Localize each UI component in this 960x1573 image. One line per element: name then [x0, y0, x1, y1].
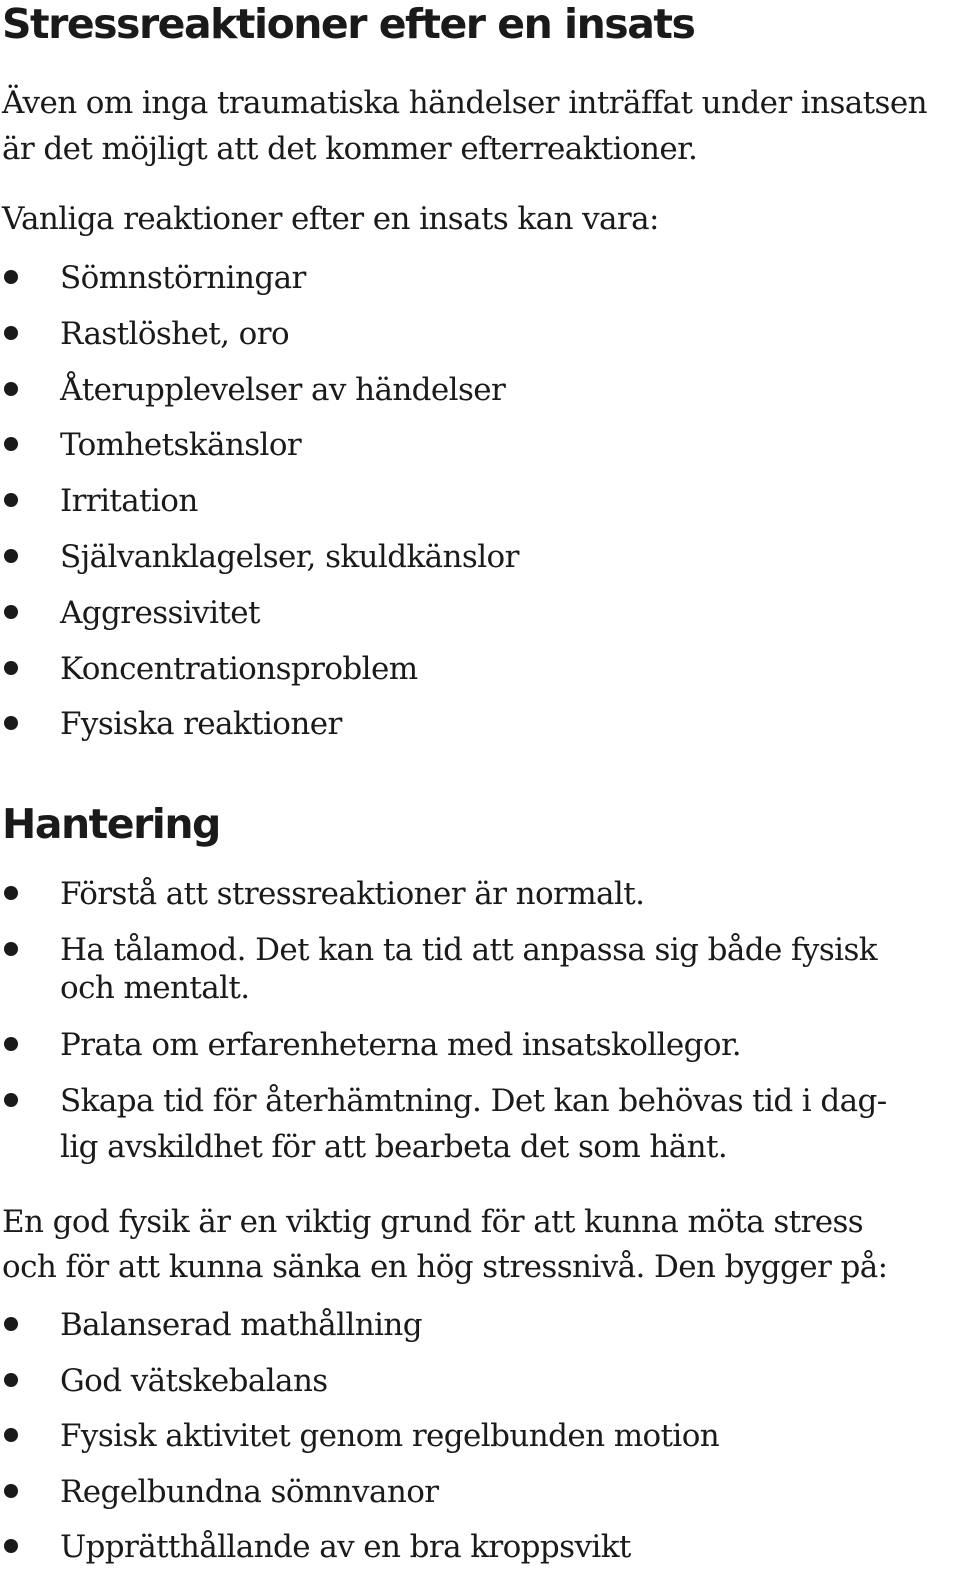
list-item-text: Sömnstörningar — [60, 260, 306, 296]
list-item-text: Irritation — [60, 483, 198, 520]
list-item-text: Prata om erfarenheterna med insatskollegor. — [60, 1027, 742, 1063]
intro-line-1: Även om inga traumatiska händelser inträffat under insatsen — [2, 85, 927, 121]
bullet-icon — [4, 1093, 18, 1107]
intro-line-2: är det möjligt att det kommer efterreaktioner. — [2, 131, 698, 167]
bullet-icon — [4, 1539, 18, 1553]
list-item-text-continued: lig avskildhet för att bearbeta det som hänt. — [60, 1129, 728, 1165]
list-item-text: God vätskebalans — [60, 1362, 328, 1399]
reactions-lead: Vanliga reaktioner efter en insats kan vara: — [2, 201, 659, 237]
bullet-icon — [4, 1373, 18, 1387]
bullet-icon — [4, 549, 18, 563]
list-item-text: Fysisk aktivitet genom regelbunden motion — [60, 1418, 720, 1454]
bullet-icon — [4, 1428, 18, 1442]
list-item-text: Tomhetskänslor — [60, 427, 302, 464]
list-item-text: Återupplevelser av händelser — [60, 371, 506, 408]
bullet-icon — [4, 493, 18, 507]
bullet-icon — [4, 1317, 18, 1331]
list-item-text: Fysiska reaktioner — [60, 706, 342, 743]
bullet-icon — [4, 886, 18, 900]
bullet-icon — [4, 942, 18, 956]
list-item-text: Skapa tid för återhämtning. Det kan behövas tid i dag- — [60, 1083, 887, 1119]
section-title-hantering: Hantering — [2, 800, 220, 848]
list-item-text: Upprätthållande av en bra kroppsvikt — [60, 1529, 631, 1565]
bullet-icon — [4, 437, 18, 451]
list-item-text-continued: och mentalt. — [60, 970, 250, 1006]
bullet-icon — [4, 605, 18, 619]
bullet-icon — [4, 326, 18, 340]
bullet-icon — [4, 270, 18, 284]
section-title-stress-reactions: Stressreaktioner efter en insats — [2, 0, 695, 48]
list-item-text: Ha tålamod. Det kan ta tid att anpassa sig både fysisk — [60, 932, 877, 968]
bullet-icon — [4, 382, 18, 396]
bullet-icon — [4, 1037, 18, 1051]
fitness-para-line-2: och för att kunna sänka en hög stressnivå. Den bygger på: — [2, 1249, 888, 1285]
bullet-icon — [4, 661, 18, 675]
list-item-text: Koncentrationsproblem — [60, 650, 418, 687]
bullet-icon — [4, 716, 18, 730]
list-item-text: Självanklagelser, skuldkänslor — [60, 538, 519, 575]
list-item-text: Balanserad mathållning — [60, 1307, 422, 1343]
bullet-icon — [4, 1484, 18, 1498]
fitness-para-line-1: En god fysik är en viktig grund för att kunna möta stress — [2, 1204, 864, 1240]
list-item-text: Regelbundna sömnvanor — [60, 1473, 439, 1510]
list-item-text: Aggressivitet — [60, 594, 260, 631]
list-item-text: Rastlöshet, oro — [60, 315, 290, 352]
list-item-text: Förstå att stressreaktioner är normalt. — [60, 876, 645, 912]
